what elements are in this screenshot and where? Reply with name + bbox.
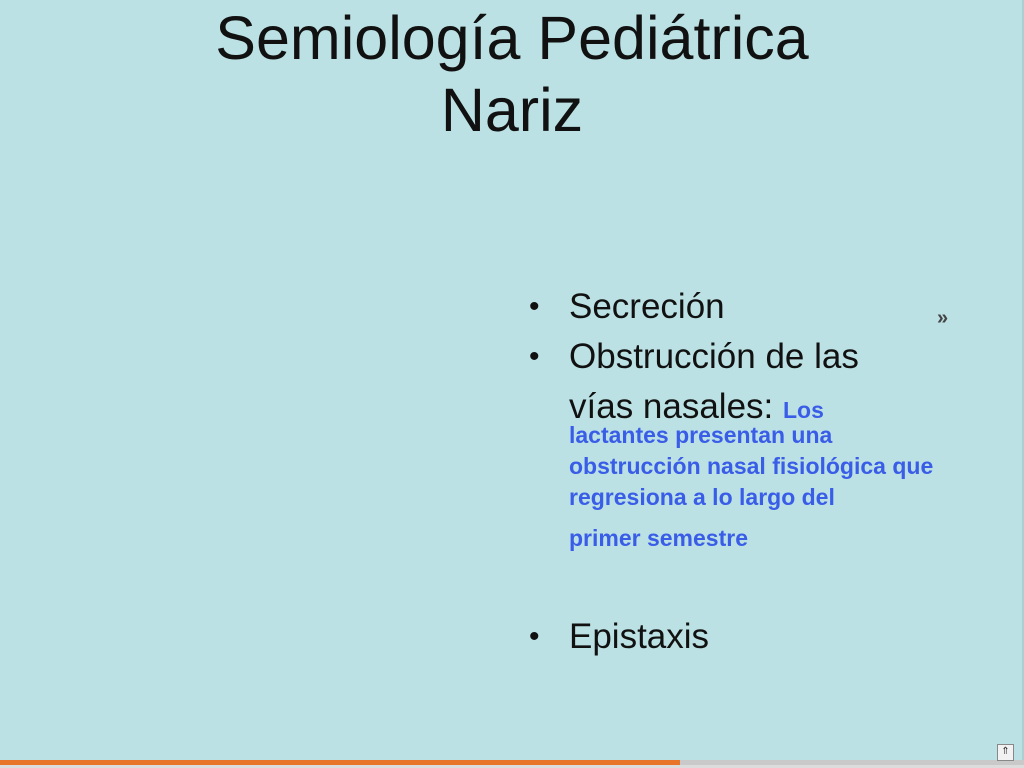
progress-bar — [0, 760, 1024, 768]
note-text-body: lactantes presentan una obstrucción nasal fisiológica que regresiona a lo largo del — [569, 422, 934, 510]
bullet-dot: • — [529, 620, 540, 653]
bullet-text: Epistaxis — [569, 617, 710, 656]
bullet-dot: • — [529, 290, 540, 323]
note-text-end: primer semestre — [569, 525, 748, 551]
bullet-dot: • — [529, 340, 540, 373]
bullet-list — [529, 282, 969, 662]
scroll-top-icon[interactable]: ⇑ — [997, 744, 1014, 761]
note-text-start: Los — [783, 397, 824, 423]
bullet-text-line-1: Obstrucción de las — [569, 337, 859, 376]
next-slide-icon[interactable]: » — [937, 307, 949, 329]
bullet-item-epistaxis — [529, 612, 969, 662]
slide-title — [0, 4, 1024, 144]
bullet-item-obstruccion — [529, 332, 969, 554]
title-line-2: Nariz — [440, 76, 584, 144]
bullet-text: Secreción — [569, 287, 725, 326]
bullet-text-line-2: vías nasales: — [569, 387, 783, 426]
bullet-item-secrecion — [529, 282, 969, 332]
title-line-1: Semiología Pediátrica — [215, 4, 809, 72]
